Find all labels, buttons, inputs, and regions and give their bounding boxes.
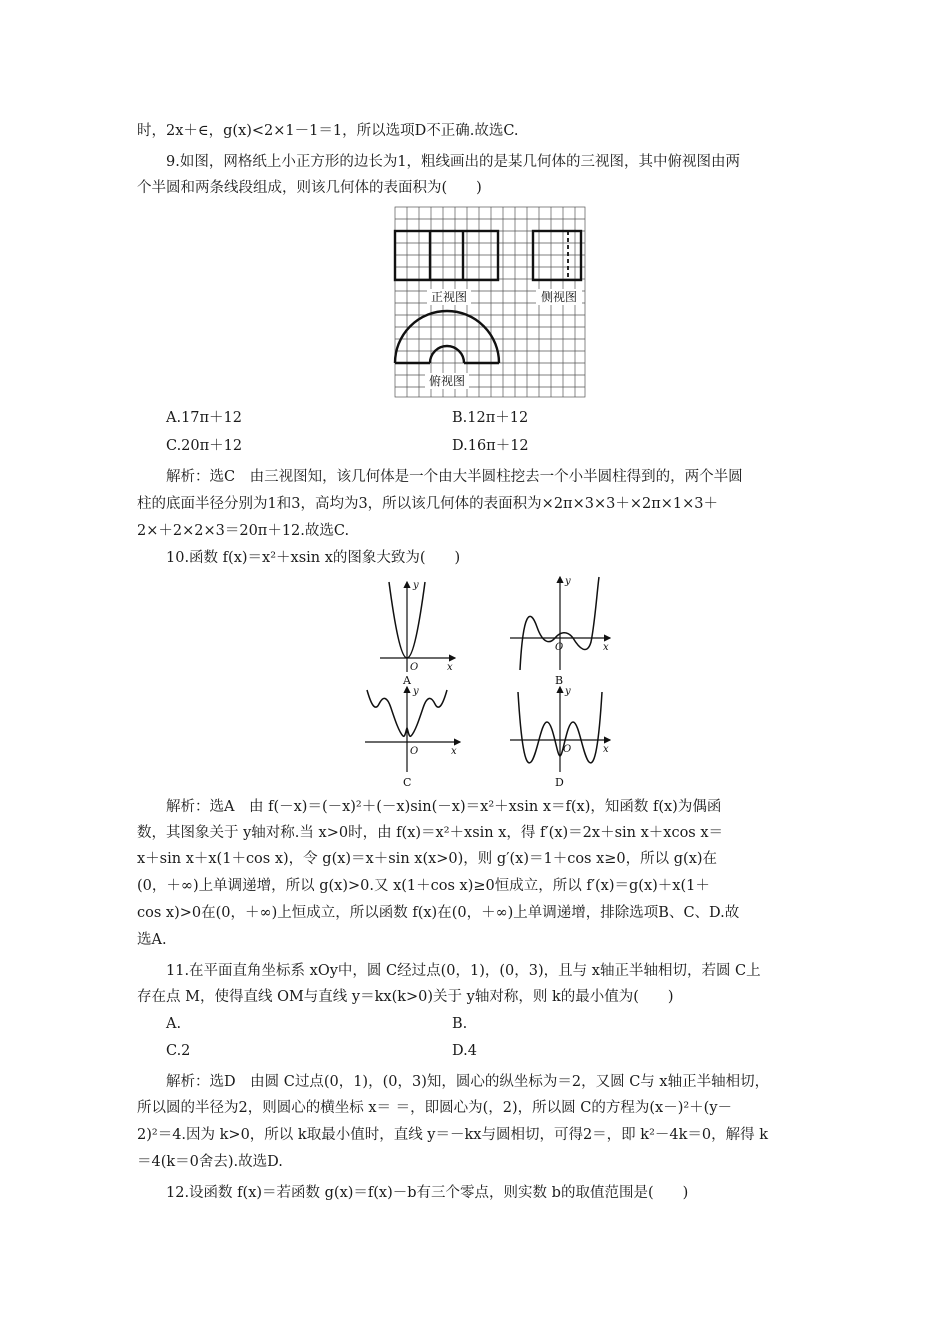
question-9: 9.如图，网格纸上小正方形的边长为1，粗线画出的是某几何体的三视图，其中俯视图由两 bbox=[166, 154, 741, 170]
question-10: 10.函数 f(x)＝x²＋xsin x的图象大致为( ) bbox=[166, 550, 461, 566]
graph-label-c: C bbox=[403, 776, 412, 789]
axis-label-y: y bbox=[413, 580, 419, 591]
question-11: 11.在平面直角坐标系 xOy中，圆 C经过点(0，1)，(0，3)，且与 x轴正半轴相切，若圆 C上 bbox=[166, 963, 761, 979]
text-line: (0，＋∞)上单调递增，所以 g(x)>0.又 x(1＋cos x)≥0恒成立，所以 f′(x)＝g(x)＋x(1＋ bbox=[137, 878, 710, 894]
graph-label-a: A bbox=[403, 674, 411, 687]
text-line: 选A. bbox=[137, 932, 167, 948]
text-line: 个半圆和两条线段组成，则该几何体的表面积为( ) bbox=[137, 180, 482, 196]
graph-d bbox=[510, 687, 610, 772]
option-d[interactable]: D.4 bbox=[452, 1043, 477, 1059]
side-view-label: 侧视图 bbox=[540, 290, 578, 304]
option-a[interactable]: A. bbox=[166, 1016, 182, 1032]
origin-label: O bbox=[410, 746, 419, 757]
axis-label-y: y bbox=[565, 576, 571, 587]
text-line: x＋sin x＋x(1＋cos x)，令 g(x)＝x＋sin x(x>0)，则 g′(x)＝1＋cos x≥0，所以 g(x)在 bbox=[137, 851, 718, 867]
graph-a bbox=[380, 582, 455, 672]
origin-label: O bbox=[555, 642, 564, 653]
origin-label: O bbox=[410, 662, 419, 673]
solution-11: 解析：选D 由圆 C过点(0，1)，(0，3)知，圆心的纵坐标为＝2，又圆 C与 x轴正半轴相切， bbox=[166, 1074, 770, 1090]
top-view-label: 俯视图 bbox=[428, 374, 466, 388]
text-line: 柱的底面半径分别为1和3，高均为3，所以该几何体的表面积为×2π×3×3＋×2π×1×3＋ bbox=[137, 496, 718, 512]
text-line: 存在点 M，使得直线 OM与直线 y＝kx(k>0)关于 y轴对称，则 k的最小值为( ) bbox=[137, 989, 674, 1005]
origin-label: O bbox=[563, 744, 572, 755]
text-line: 数，其图象关于 y轴对称.当 x>0时，由 f(x)＝x²＋xsin x，得 f′(x)＝2x＋sin x＋xcos x＝ bbox=[137, 825, 724, 841]
option-a[interactable]: A.17π＋12 bbox=[166, 410, 243, 426]
graph-b bbox=[510, 577, 610, 670]
side-view bbox=[533, 231, 581, 280]
text-line: 时，2x＋∈，g(x)<2×1－1＝1，所以选项D不正确.故选C. bbox=[137, 123, 519, 139]
text-line: 所以圆的半径为2，则圆心的横坐标 x＝ ＝，即圆心为(，2)，所以圆 C的方程为(x－)²＋(y－ bbox=[137, 1100, 733, 1116]
axis-label-x: x bbox=[451, 746, 457, 757]
question-12: 12.设函数 f(x)＝若函数 g(x)＝f(x)－b有三个零点，则实数 b的取值范围是( ) bbox=[166, 1185, 689, 1201]
option-b[interactable]: B.12π＋12 bbox=[452, 410, 529, 426]
text-line: 2×＋2×2×3＝20π＋12.故选C. bbox=[137, 523, 350, 539]
option-c[interactable]: C.20π＋12 bbox=[166, 438, 243, 454]
graphs-figure bbox=[355, 572, 625, 790]
graph-c bbox=[365, 687, 460, 772]
option-c[interactable]: C.2 bbox=[166, 1043, 191, 1059]
graph-label-d: D bbox=[555, 776, 564, 789]
option-b[interactable]: B. bbox=[452, 1016, 468, 1032]
solution-9: 解析：选C 由三视图知，该几何体是一个由大半圆柱挖去一个小半圆柱得到的，两个半圆 bbox=[166, 469, 743, 485]
text-line: 2)²＝4.因为 k>0，所以 k取最小值时，直线 y＝－kx与圆相切，可得2＝，即 k²－4k＝0，解得 k bbox=[137, 1127, 769, 1143]
axis-label-x: x bbox=[603, 744, 609, 755]
option-d[interactable]: D.16π＋12 bbox=[452, 438, 529, 454]
axis-label-y: y bbox=[565, 686, 571, 697]
three-view-figure bbox=[390, 205, 590, 400]
axis-label-x: x bbox=[447, 662, 453, 673]
text-line: cos x)>0在(0，＋∞)上恒成立，所以函数 f(x)在(0，＋∞)上单调递增，排除选项B、C、D.故 bbox=[137, 905, 740, 921]
solution-10: 解析：选A 由 f(－x)＝(－x)²＋(－x)sin(－x)＝x²＋xsin x＝f(x)，知函数 f(x)为偶函 bbox=[166, 799, 722, 815]
front-view bbox=[395, 231, 498, 280]
axis-label-y: y bbox=[413, 686, 419, 697]
top-view bbox=[395, 311, 499, 363]
text-line: ＝4(k＝0舍去).故选D. bbox=[137, 1154, 283, 1170]
graph-label-b: B bbox=[555, 674, 564, 687]
axis-label-x: x bbox=[603, 642, 609, 653]
front-view-label: 正视图 bbox=[430, 290, 468, 304]
